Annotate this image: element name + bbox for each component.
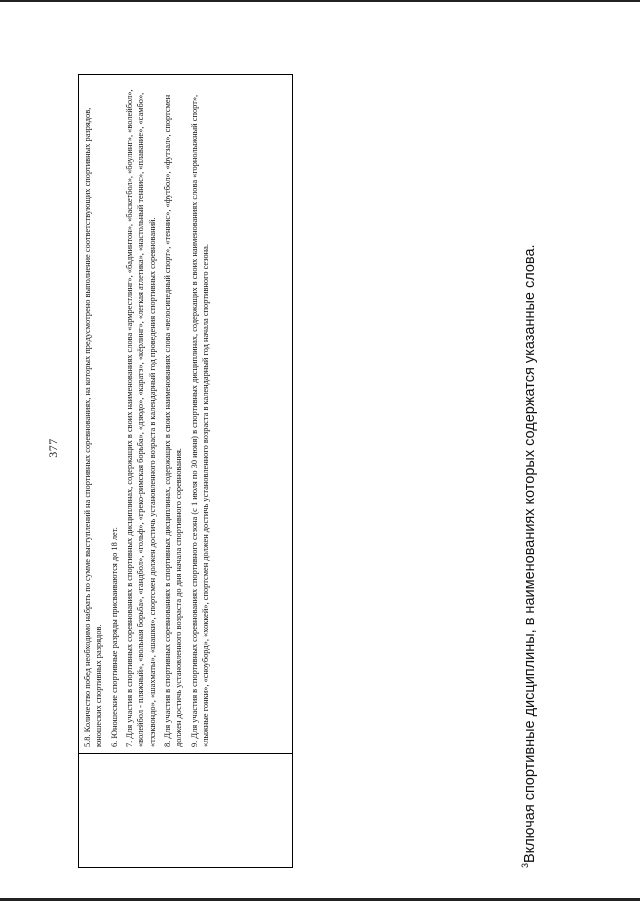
table-empty-cell	[79, 753, 292, 867]
notes-table	[78, 74, 293, 868]
note-paragraph: 6. Юношеские спортивные разряды присваиваются до 18 лет.	[109, 527, 119, 747]
rotated-page	[46, 38, 606, 868]
note-paragraph: 7. Для участия в спортивных соревнованиях в спортивных дисциплинах, содержащих в своих наименованиях слова «армрестлинг», «бадминтон», «баскетбол», «боулинг», «волейбол», «волейбол - пляжный», «вольная борьба», «гандбол», «гольф», «греко-римская борьба», «дзюдо», «каратэ», «кёрлинг», «легкая атлетика», «настольный теннис», «плавание», «самбо», «тхэквондо», «шахматы», «шашки», спортсмен должен достичь установленного возраста в календарный год проведения спортивных соревнований.	[125, 89, 157, 747]
page-number: 377	[46, 438, 60, 458]
footnote	[520, 48, 538, 868]
footnote-marker: 3	[520, 862, 530, 868]
scan-edge-bottom	[0, 898, 640, 901]
table-notes-cell	[79, 75, 292, 753]
footnote-text: Включая спортивные дисциплины, в наименованиях которых содержатся указанные слова.	[521, 244, 538, 863]
scan-edge-top	[0, 0, 640, 2]
note-paragraph: 5.8. Количество побед необходимо набрать по сумме выступлений на спортивных соревнованиях, на которых предусмотрено выполнение соответствующих спортивных разрядов, юношеских спортивных разрядов.	[83, 107, 104, 747]
note-paragraph: 9. Для участия в спортивных соревнованиях спортивного сезона (с 1 июля по 30 июня) в спортивных дисциплинах, содержащих в своих наименованиях слова «горнолыжный спорт», «лыжные гонки», «сноуборд», «хоккей», спортсмен должен достичь установленного возраста в календарный год начала спортивного сезона.	[189, 94, 211, 747]
note-paragraph: 8. Для участия в спортивных соревнованиях в спортивных дисциплинах, содержащих в своих наименованиях слова «велосипедный спорт», «теннис», «футбол», «футзал», спортсмен должен достичь установленного возраста до дня начала спортивного соревнования.	[163, 94, 184, 747]
